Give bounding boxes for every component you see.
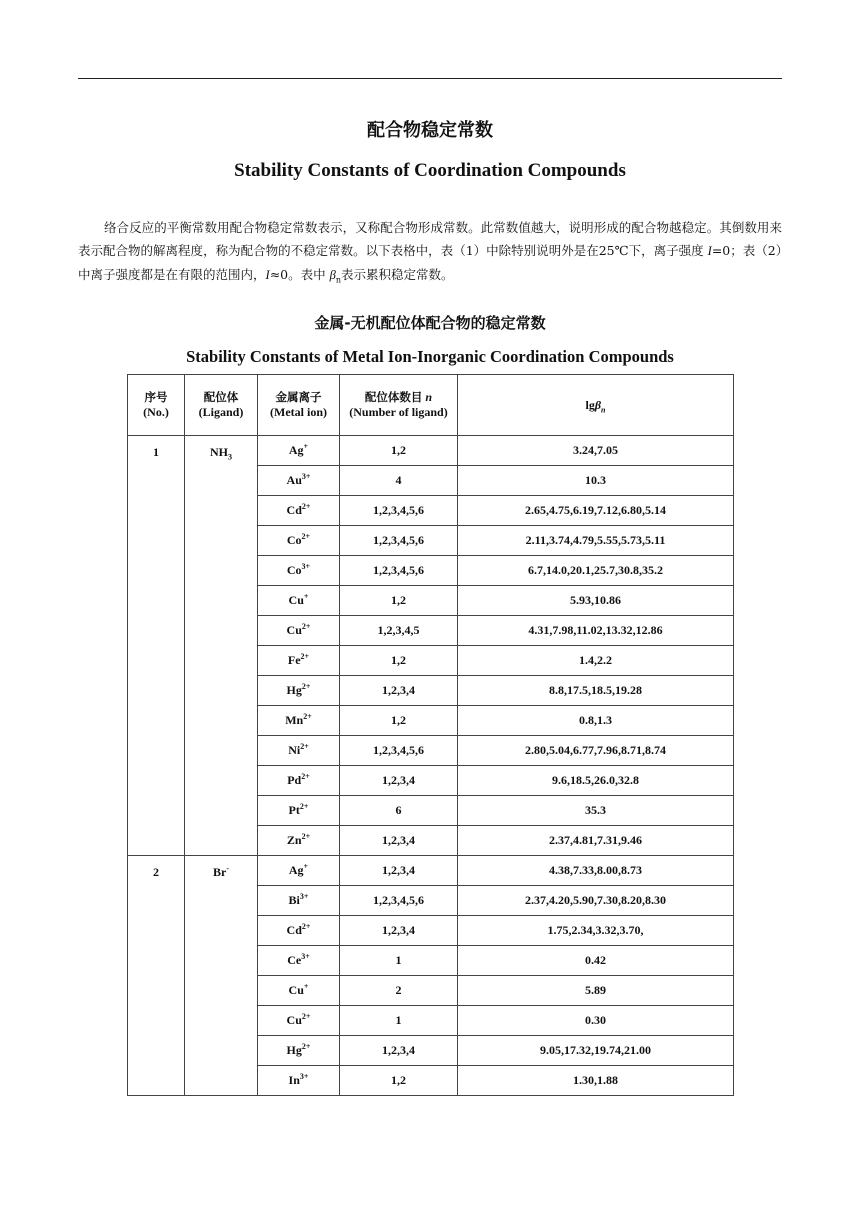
header-ligand-number: 配位体数目 n (Number of ligand) [340, 375, 458, 436]
metal-ion-charge: + [303, 442, 309, 451]
metal-ion-cell [258, 676, 340, 706]
lg-beta-cell: 1.30,1.88 [458, 1066, 734, 1096]
metal-ion-symbol: Ce [287, 953, 302, 967]
lg-beta-cell: 2.37,4.81,7.31,9.46 [458, 826, 734, 856]
ligand-number-cell: 1 [340, 1006, 458, 1036]
metal-ion-symbol: Cu [288, 983, 304, 997]
metal-ion-symbol: Zn [286, 833, 302, 847]
metal-ion-symbol: Cd [286, 503, 302, 517]
header-metal-ion: 金属离子 (Metal ion) [258, 375, 340, 436]
metal-ion-symbol: Cd [286, 923, 302, 937]
intro-text-4: 表示累积稳定常数。 [341, 267, 454, 282]
lg-beta-cell: 9.05,17.32,19.74,21.00 [458, 1036, 734, 1066]
ligand-number-cell: 1,2,3,4 [340, 766, 458, 796]
metal-ion-charge: 2+ [301, 532, 311, 541]
metal-ion-cell [258, 886, 340, 916]
lg-beta-cell: 4.31,7.98,11.02,13.32,12.86 [458, 616, 734, 646]
ligand-number-cell: 1,2,3,4,5,6 [340, 526, 458, 556]
lg-beta-cell: 3.24,7.05 [458, 436, 734, 466]
metal-ion-cell [258, 1006, 340, 1036]
ligand-number-cell: 1,2,3,4,5,6 [340, 886, 458, 916]
ligand-number-cell: 1,2 [340, 1066, 458, 1096]
metal-ion-charge: 2+ [301, 922, 311, 931]
ligand-number-cell: 1,2 [340, 706, 458, 736]
header-rule [78, 78, 782, 79]
metal-ion-cell [258, 916, 340, 946]
metal-ion-symbol: Bi [288, 893, 300, 907]
header-lg-beta: lgβ$_n$ [458, 375, 734, 436]
metal-ion-charge: 2+ [301, 622, 311, 631]
lg-beta-cell: 9.6,18.5,26.0,32.8 [458, 766, 734, 796]
lg-beta-cell: 1.75,2.34,3.32,3.70, [458, 916, 734, 946]
metal-ion-charge: 2+ [300, 652, 310, 661]
metal-ion-symbol: Ag [288, 443, 304, 457]
metal-ion-symbol: Hg [286, 1043, 302, 1057]
ligand-number-cell: 1,2,3,4 [340, 1036, 458, 1066]
metal-ion-symbol: Hg [286, 683, 302, 697]
metal-ion-charge: 2+ [301, 832, 311, 841]
metal-ion-cell [258, 436, 340, 466]
metal-ion-cell [258, 616, 340, 646]
lg-beta-cell: 0.30 [458, 1006, 734, 1036]
ligand-cell [185, 436, 258, 856]
metal-ion-cell [258, 826, 340, 856]
metal-ion-symbol: Ni [288, 743, 301, 757]
table-row [128, 856, 734, 886]
ligand-number-cell: 1,2,3,4,5,6 [340, 736, 458, 766]
metal-ion-symbol: Ag [288, 863, 304, 877]
ligand-number-cell: 1,2,3,4,5,6 [340, 496, 458, 526]
metal-ion-cell [258, 736, 340, 766]
metal-ion-symbol: In [288, 1073, 300, 1087]
ligand-number-cell: 2 [340, 976, 458, 1006]
metal-ion-symbol: Co [286, 533, 302, 547]
metal-ion-symbol: Au [286, 473, 302, 487]
lg-beta-cell: 0.42 [458, 946, 734, 976]
ligand-number-cell: 1,2 [340, 586, 458, 616]
lg-beta-cell: 2.37,4.20,5.90,7.30,8.20,8.30 [458, 886, 734, 916]
metal-ion-symbol: Cu [286, 623, 302, 637]
header-no: 序号 (No.) [128, 375, 185, 436]
ligand-cell [185, 856, 258, 1096]
metal-ion-cell [258, 526, 340, 556]
page-title-zh: 配合物稳定常数 [367, 120, 493, 141]
section-title-zh: 金属-无机配位体配合物的稳定常数 [314, 314, 546, 332]
group-number-cell: 1 [128, 436, 185, 856]
metal-ion-charge: 2+ [301, 682, 311, 691]
metal-ion-symbol: Co [286, 563, 302, 577]
metal-ion-charge: + [303, 982, 309, 991]
metal-ion-cell [258, 586, 340, 616]
header-ligand: 配位体 (Ligand) [185, 375, 258, 436]
metal-ion-cell [258, 796, 340, 826]
lg-beta-cell: 0.8,1.3 [458, 706, 734, 736]
lg-beta-cell: 2.80,5.04,6.77,7.96,8.71,8.74 [458, 736, 734, 766]
lg-beta-cell: 2.65,4.75,6.19,7.12,6.80,5.14 [458, 496, 734, 526]
intro-paragraph [78, 216, 782, 287]
ligand-number-cell: 1 [340, 946, 458, 976]
intro-text-2: =0；表（2）中离子强度都是在有限的范围内， [78, 243, 782, 282]
lg-beta-cell: 6.7,14.0,20.1,25.7,30.8,35.2 [458, 556, 734, 586]
metal-ion-charge: + [303, 862, 309, 871]
metal-ion-cell [258, 946, 340, 976]
beta-symbol: β [329, 268, 336, 282]
lg-beta-cell: 5.93,10.86 [458, 586, 734, 616]
metal-ion-symbol: Cu [288, 593, 304, 607]
ligand-number-cell: 1,2,3,4,5,6 [340, 556, 458, 586]
metal-ion-charge: + [303, 592, 309, 601]
metal-ion-cell [258, 976, 340, 1006]
page-title-en: Stability Constants of Coordination Compounds [234, 160, 626, 181]
stability-constants-table [127, 374, 734, 1096]
metal-ion-symbol: Cu [286, 1013, 302, 1027]
metal-ion-charge: 2+ [301, 772, 310, 781]
ligand-number-cell: 1,2,3,4 [340, 856, 458, 886]
metal-ion-symbol: Pt [288, 803, 300, 817]
metal-ion-charge: 3+ [299, 892, 309, 901]
lg-beta-cell: 5.89 [458, 976, 734, 1006]
ligand-number-cell: 1,2,3,4,5 [340, 616, 458, 646]
beta-subscript: n [335, 275, 341, 285]
metal-ion-cell [258, 856, 340, 886]
lg-beta-cell: 8.8,17.5,18.5,19.28 [458, 676, 734, 706]
metal-ion-charge: 2+ [299, 802, 309, 811]
ligand-number-cell: 1,2 [340, 436, 458, 466]
lg-beta-cell: 2.11,3.74,4.79,5.55,5.73,5.11 [458, 526, 734, 556]
metal-ion-charge: 2+ [303, 712, 312, 721]
intro-text-3: ≈0。表中 [269, 267, 326, 282]
metal-ion-cell [258, 646, 340, 676]
metal-ion-symbol: Pd [287, 773, 302, 787]
metal-ion-charge: 2+ [301, 1042, 311, 1051]
ligand-subscript: 3 [228, 452, 232, 462]
metal-ion-cell [258, 466, 340, 496]
metal-ion-charge: 3+ [299, 1072, 309, 1081]
ionic-strength-symbol-2: I [265, 268, 270, 282]
intro-text-1: 络合反应的平衡常数用配合物稳定常数表示，又称配合物形成常数。此常数值越大，说明形成的配合物越稳定。其倒数用来表示配合物的解离程度，称为配合物的不稳定常数。以下表格中，表（1）中除特别说明外是在25℃下，离子强度 [78, 220, 782, 258]
metal-ion-charge: 2+ [301, 502, 311, 511]
ligand-number-cell: 1,2,3,4 [340, 676, 458, 706]
lg-beta-cell: 1.4,2.2 [458, 646, 734, 676]
metal-ion-cell [258, 496, 340, 526]
metal-ion-charge: 3+ [301, 562, 311, 571]
ligand-number-cell: 1,2,3,4 [340, 826, 458, 856]
lg-beta-cell: 4.38,7.33,8.00,8.73 [458, 856, 734, 886]
ligand-number-cell: 1,2 [340, 646, 458, 676]
metal-ion-charge: 2+ [301, 1012, 311, 1021]
metal-ion-symbol: Mn [285, 713, 304, 727]
group-number-cell: 2 [128, 856, 185, 1096]
metal-ion-cell [258, 556, 340, 586]
metal-ion-cell [258, 766, 340, 796]
table-row [128, 436, 734, 466]
ligand-number-cell: 4 [340, 466, 458, 496]
metal-ion-cell [258, 1066, 340, 1096]
metal-ion-cell [258, 1036, 340, 1066]
table-header-row [128, 375, 734, 436]
metal-ion-cell [258, 706, 340, 736]
ligand-number-cell: 6 [340, 796, 458, 826]
ionic-strength-symbol: I [707, 244, 712, 258]
section-title-en: Stability Constants of Metal Ion-Inorganic Coordination Compounds [186, 347, 674, 366]
lg-beta-cell: 10.3 [458, 466, 734, 496]
lg-beta-cell: 35.3 [458, 796, 734, 826]
metal-ion-symbol: Fe [287, 653, 301, 667]
ligand-charge: - [226, 864, 229, 873]
metal-ion-charge: 3+ [301, 472, 311, 481]
metal-ion-charge: 3+ [301, 952, 310, 961]
ligand-formula: NH [210, 445, 228, 459]
metal-ion-charge: 2+ [300, 742, 309, 751]
table-body [128, 436, 734, 1096]
ligand-number-cell: 1,2,3,4 [340, 916, 458, 946]
ligand-formula: Br [212, 865, 227, 879]
